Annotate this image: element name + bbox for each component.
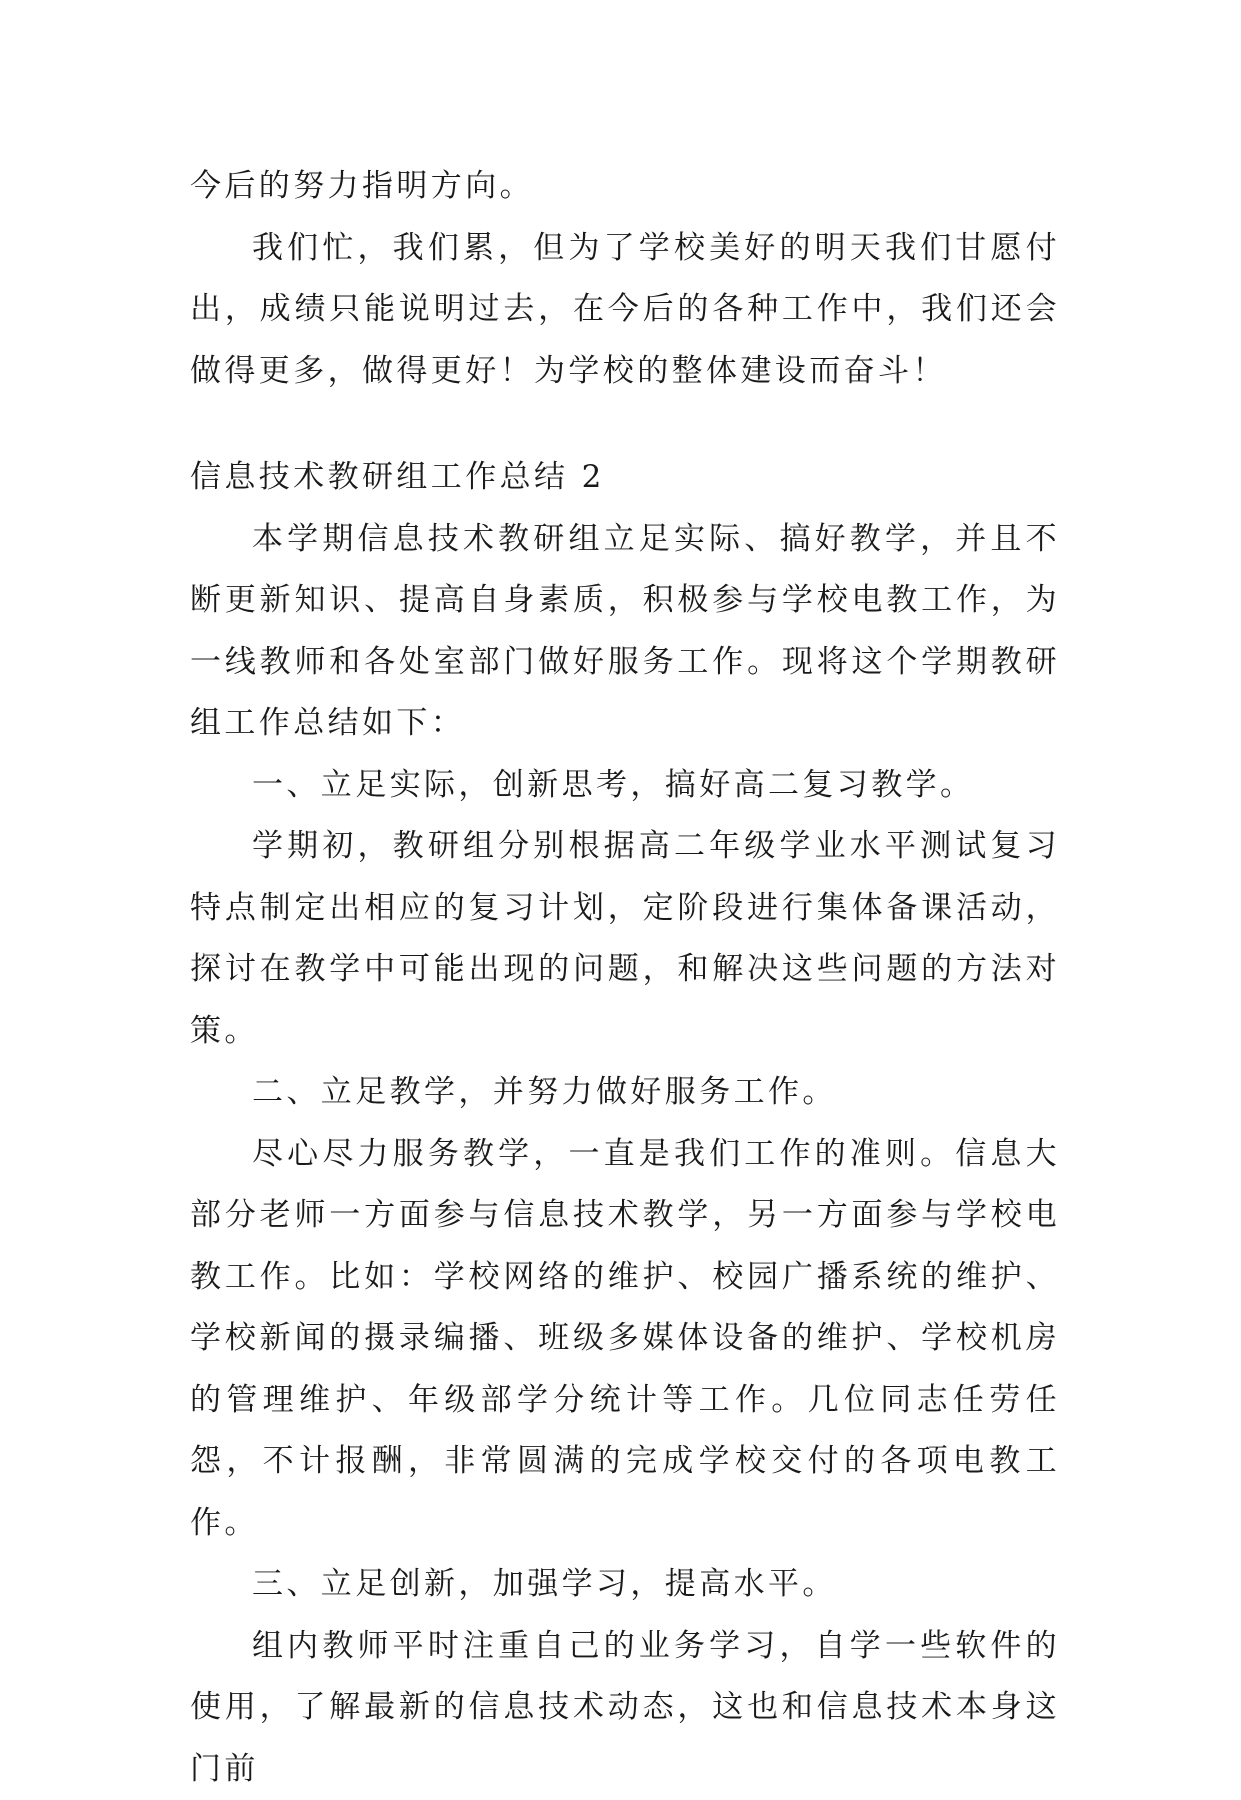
- section-gap: [190, 402, 1060, 447]
- subheading-one: 一、立足实际，创新思考，搞好高二复习教学。: [190, 755, 1060, 817]
- paragraph-study: 组内教师平时注重自己的业务学习，自学一些软件的使用，了解最新的信息技术动态，这也和信息技术本身这门前: [190, 1616, 1060, 1800]
- section-title: 信息技术教研组工作总结 2: [190, 447, 1060, 509]
- subheading-three: 三、立足创新，加强学习，提高水平。: [190, 1554, 1060, 1616]
- paragraph-closing: 我们忙，我们累，但为了学校美好的明天我们甘愿付出，成绩只能说明过去，在今后的各种工作中，我们还会做得更多，做得更好！为学校的整体建设而奋斗！: [190, 218, 1060, 403]
- paragraph-review-teaching: 学期初，教研组分别根据高二年级学业水平测试复习特点制定出相应的复习计划，定阶段进行集体备课活动，探讨在教学中可能出现的问题，和解决这些问题的方法对策。: [190, 816, 1060, 1062]
- subheading-two: 二、立足教学，并努力做好服务工作。: [190, 1062, 1060, 1124]
- paragraph-continuation: 今后的努力指明方向。: [190, 156, 1060, 218]
- document-body: [190, 156, 1060, 1800]
- paragraph-intro: 本学期信息技术教研组立足实际、搞好教学，并且不断更新知识、提高自身素质，积极参与学校电教工作，为一线教师和各处室部门做好服务工作。现将这个学期教研组工作总结如下：: [190, 509, 1060, 755]
- paragraph-service-work: 尽心尽力服务教学，一直是我们工作的准则。信息大部分老师一方面参与信息技术教学，另一方面参与学校电教工作。比如：学校网络的维护、校园广播系统的维护、学校新闻的摄录编播、班级多媒体设备的维护、学校机房的管理维护、年级部学分统计等工作。几位同志任劳任怨，不计报酬，非常圆满的完成学校交付的各项电教工作。: [190, 1124, 1060, 1555]
